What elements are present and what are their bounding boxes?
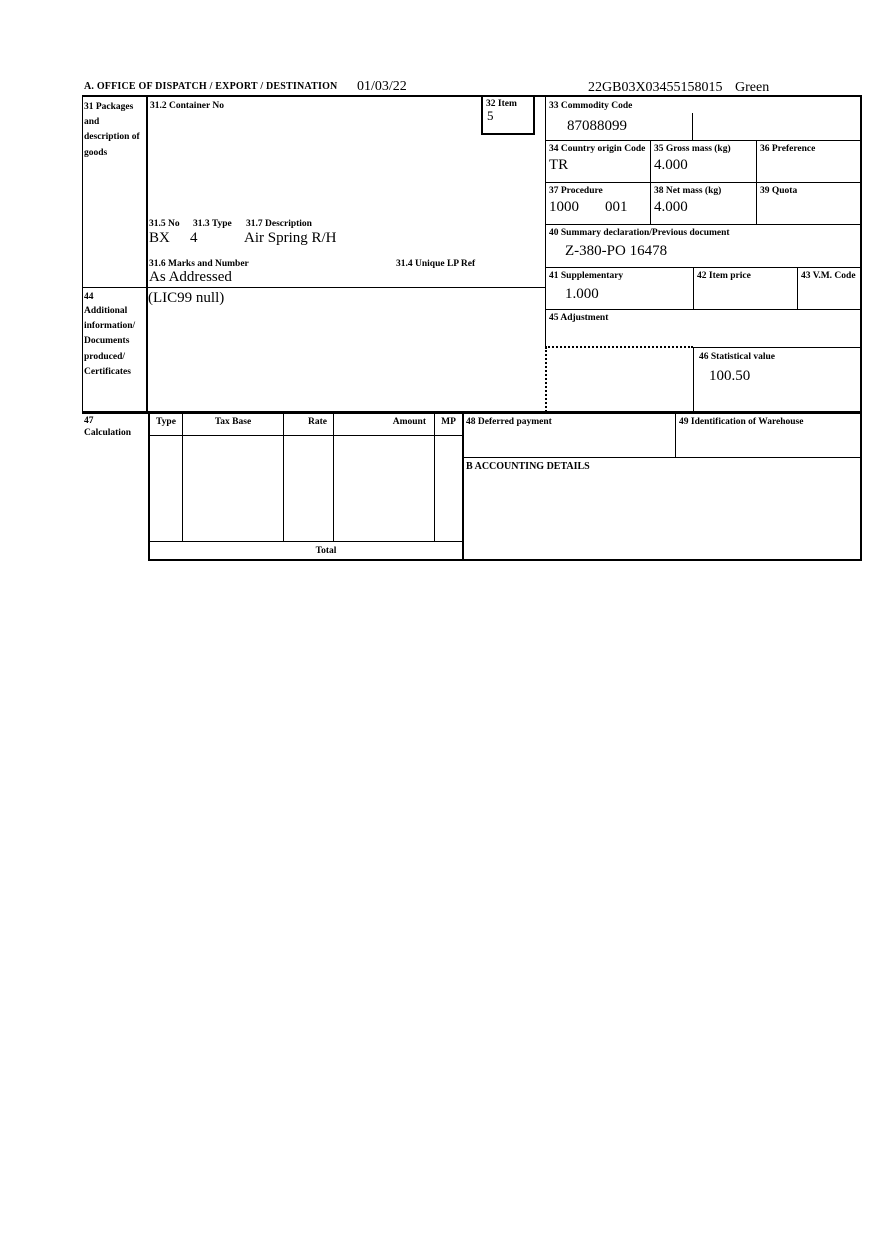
tax-table-header-bottom-border (148, 435, 462, 436)
box32-item (481, 95, 535, 135)
box40-value: Z-380-PO 16478 (565, 243, 668, 259)
tax-col-type-header: Type (156, 417, 176, 427)
box35-label: 35 Gross mass (kg) (654, 144, 731, 154)
rate-amount-divider (333, 414, 334, 542)
col34-35-divider (650, 140, 651, 224)
box48-bottom-border (462, 457, 862, 458)
dotted-left-border (545, 347, 547, 412)
box38-value: 4.000 (654, 199, 688, 215)
amount-mp-divider (434, 414, 435, 542)
row41-bottom-border (545, 309, 862, 310)
box41-value: 1.000 (565, 286, 599, 302)
box31-3-value: 4 (190, 230, 198, 246)
box43-label: 43 V.M. Code (801, 271, 856, 281)
tax-table-right-border (462, 414, 464, 560)
col48-49-divider (675, 414, 676, 458)
box34-value: TR (549, 157, 569, 173)
box45-dotted-bottom-border (545, 346, 693, 348)
tax-col-mp-header: MP (441, 417, 456, 427)
box33-value: 87088099 (567, 118, 627, 134)
box46-left-border (693, 347, 694, 412)
box49-label: 49 Identification of Warehouse (679, 417, 804, 427)
box44-label: Additional information/ Documents produced/ Certificates (84, 306, 136, 377)
label-column-border (146, 95, 148, 412)
form-top-border (82, 95, 862, 97)
box41-label: 41 Supplementary (549, 271, 624, 281)
box37-label: 37 Procedure (549, 186, 603, 196)
box33-label: 33 Commodity Code (549, 101, 633, 111)
box40-bottom-border (545, 267, 862, 268)
box45-label: 45 Adjustment (549, 313, 609, 323)
box37-value1: 1000 (549, 199, 579, 215)
tax-col-rate-header: Rate (308, 417, 327, 427)
box46-label: 46 Statistical value (699, 352, 775, 362)
tax-col-amount-header: Amount (392, 417, 426, 427)
box34-label: 34 Country origin Code (549, 144, 646, 154)
box31-2-label: 31.2 Container No (150, 101, 224, 111)
office-of-dispatch-title: A. OFFICE OF DISPATCH / EXPORT / DESTINATION (84, 81, 338, 92)
box39-label: 39 Quota (760, 186, 798, 196)
box32-value: 5 (487, 108, 494, 123)
box35-value: 4.000 (654, 157, 688, 173)
box31-3-label: 31.3 Type (193, 219, 232, 229)
tax-total-label: Total (315, 546, 337, 556)
right-column-left-border (545, 95, 546, 347)
box31-6-value: As Addressed (149, 269, 232, 285)
box47-number: 47 (84, 416, 94, 426)
mrn-number: 22GB03X03455158015 (588, 80, 723, 95)
box46-top-border (693, 347, 862, 348)
commodity-code-divider (692, 113, 693, 140)
box44-number: 44 (84, 292, 94, 302)
box48-label: 48 Deferred payment (466, 417, 552, 427)
form-left-border (82, 95, 83, 412)
row34-bottom-border (545, 182, 862, 183)
col42-43-divider (797, 267, 798, 309)
box31-7-label: 31.7 Description (246, 219, 312, 229)
form-right-border (860, 95, 862, 561)
box31-4-label: 31.4 Unique LP Ref (396, 259, 476, 269)
routing-status: Green (735, 80, 770, 95)
taxbase-rate-divider (283, 414, 284, 542)
box37-value2: 001 (605, 199, 628, 215)
acceptance-date: 01/03/22 (357, 79, 407, 94)
type-taxbase-divider (182, 414, 183, 542)
tax-table-left-border (148, 414, 150, 560)
box47-label: Calculation (84, 428, 131, 438)
box42-label: 42 Item price (697, 271, 751, 281)
accounting-details-label: B ACCOUNTING DETAILS (466, 461, 590, 472)
box44-value: (LIC99 null) (148, 290, 225, 306)
box31-6-label: 31.6 Marks and Number (149, 259, 249, 269)
box38-label: 38 Net mass (kg) (654, 186, 722, 196)
box36-label: 36 Preference (760, 144, 816, 154)
box33-bottom-border (545, 140, 862, 141)
box46-value: 100.50 (709, 368, 751, 384)
box31-7-value: Air Spring R/H (244, 230, 337, 246)
box32-label: 32 Item (486, 99, 517, 109)
box31-5-value: BX (149, 230, 170, 246)
box31-label: 31 Packages and description of goods (84, 102, 140, 158)
col41-42-divider (693, 267, 694, 309)
col35-36-divider (756, 140, 757, 224)
box31-5-label: 31.5 No (149, 219, 180, 229)
row37-bottom-border (545, 224, 862, 225)
box44-top-border (82, 287, 545, 288)
form-bottom-border (148, 559, 862, 561)
tax-col-taxbase-header: Tax Base (214, 417, 252, 427)
section47-top-border (82, 411, 862, 414)
total-row-top-border (148, 541, 462, 542)
box40-label: 40 Summary declaration/Previous document (549, 228, 730, 238)
